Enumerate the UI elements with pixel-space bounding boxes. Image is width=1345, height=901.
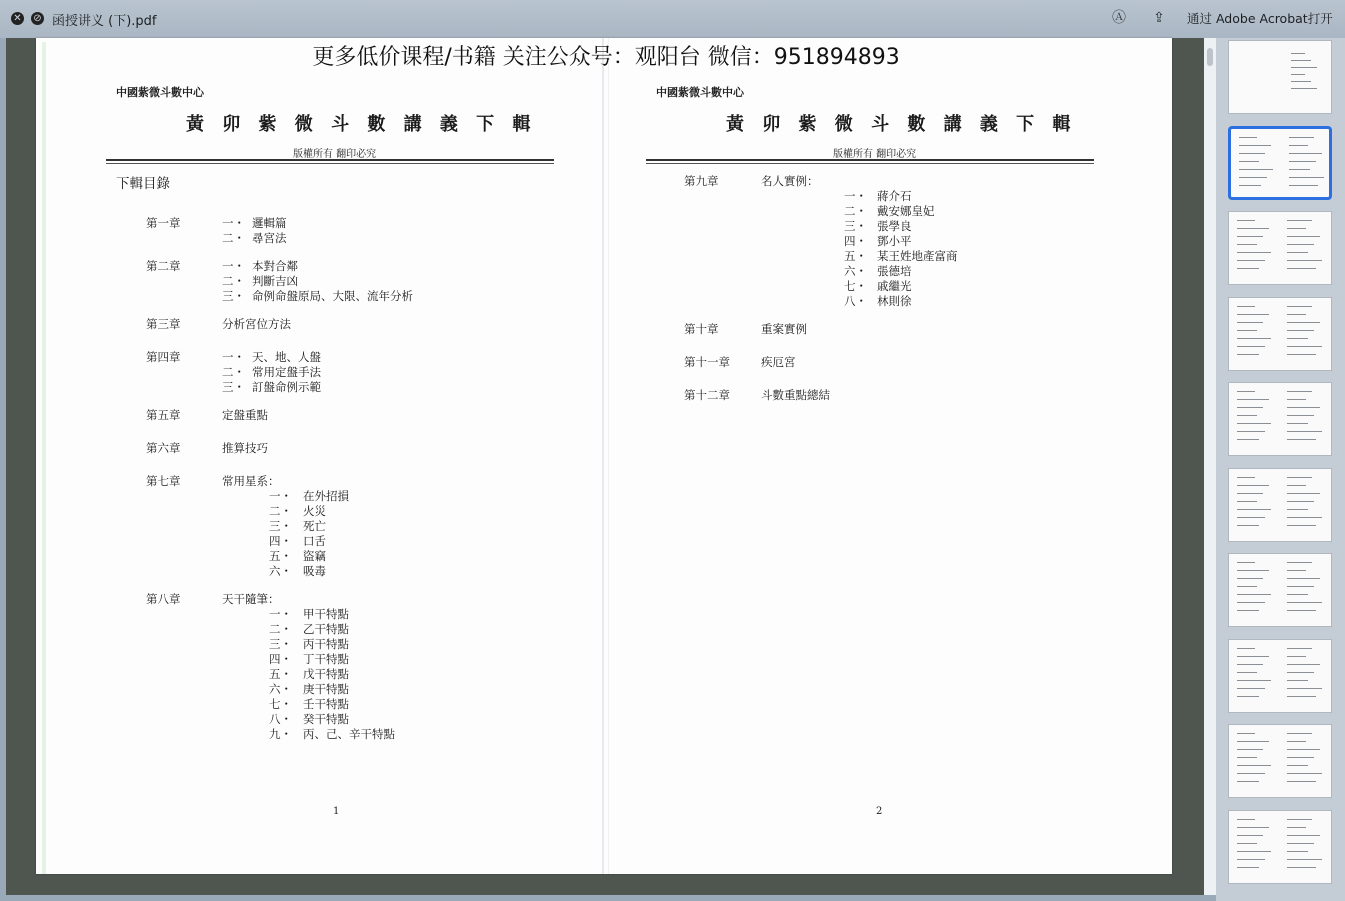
thumbnail-text-line bbox=[1287, 236, 1320, 237]
thumbnail-text-line bbox=[1287, 268, 1316, 269]
thumbnail-text-line bbox=[1289, 169, 1310, 170]
thumbnail-text-line bbox=[1287, 314, 1306, 315]
thumbnail-text-line bbox=[1237, 493, 1263, 494]
thumbnail-text-line bbox=[1287, 354, 1316, 355]
toc-item: 張學良 bbox=[877, 219, 912, 233]
header-rule-thin bbox=[106, 163, 554, 164]
org-name: 中國紫微斗數中心 bbox=[116, 86, 204, 99]
toc-heading: 下輯目錄 bbox=[116, 176, 170, 192]
thumbnail-text-line bbox=[1287, 696, 1316, 697]
thumbnail-text-line bbox=[1237, 602, 1265, 603]
toc-item: 戚繼光 bbox=[877, 279, 912, 293]
thumbnail-text-line bbox=[1237, 819, 1255, 820]
thumbnail-text-line bbox=[1237, 781, 1259, 782]
toc-chapter: 第四章 bbox=[146, 350, 181, 364]
thumbnail-text-line bbox=[1287, 477, 1312, 478]
toc-item-number: 二・ bbox=[222, 274, 245, 288]
thumbnail-text-line bbox=[1289, 185, 1318, 186]
thumbnail-text-line bbox=[1239, 177, 1267, 178]
thumbnail-text-line bbox=[1287, 306, 1312, 307]
toc-section-title: 常用星系： bbox=[222, 474, 280, 488]
rights-notice: 版權所有 翻印必究 bbox=[833, 149, 917, 160]
thumbnail-text-line bbox=[1237, 407, 1263, 408]
toc-item: 盜竊 bbox=[303, 549, 326, 563]
thumbnail-text-line bbox=[1237, 562, 1255, 563]
thumbnail-text-line bbox=[1237, 733, 1255, 734]
thumbnail-text-line bbox=[1287, 843, 1314, 844]
thumbnail-text-line bbox=[1287, 757, 1314, 758]
thumbnail-text-line bbox=[1237, 696, 1259, 697]
thumbnail-text-line bbox=[1287, 680, 1308, 681]
thumbnail-text-line bbox=[1287, 773, 1322, 774]
thumbnail-text-line bbox=[1287, 688, 1322, 689]
toc-item: 戊干特點 bbox=[303, 667, 349, 681]
toc-item-number: 一・ bbox=[222, 216, 245, 230]
thumbnail-text-line bbox=[1287, 749, 1320, 750]
page-number: 1 bbox=[333, 806, 340, 817]
toc-item-number: 一・ bbox=[222, 350, 245, 364]
toc-item-number: 六・ bbox=[269, 682, 292, 696]
page-thumbnail[interactable] bbox=[1228, 297, 1332, 371]
toc-chapter: 第十一章 bbox=[684, 355, 730, 369]
thumbnail-text-line bbox=[1237, 517, 1265, 518]
thumbnail-text-line bbox=[1287, 501, 1314, 502]
thumbnail-text-line bbox=[1287, 517, 1322, 518]
thumbnail-text-line bbox=[1237, 835, 1263, 836]
toc-item: 壬干特點 bbox=[303, 697, 349, 711]
toc-section-title: 天干隨筆： bbox=[222, 592, 280, 606]
promo-banner: 更多低价课程/书籍 关注公众号：观阳台 微信：951894893 bbox=[312, 45, 900, 70]
thumbnail-text-line bbox=[1237, 338, 1271, 339]
thumbnail-text-line bbox=[1291, 74, 1305, 75]
thumbnail-text-line bbox=[1237, 268, 1259, 269]
toc-item: 丙、己、辛干特點 bbox=[303, 727, 395, 741]
thumbnail-text-line bbox=[1287, 415, 1314, 416]
thumbnail-text-line bbox=[1287, 439, 1316, 440]
toc-item-number: 八・ bbox=[844, 294, 867, 308]
document-viewer[interactable] bbox=[6, 38, 1204, 895]
org-name: 中國紫微斗數中心 bbox=[656, 86, 744, 99]
left-page bbox=[36, 38, 596, 874]
toc-item: 訂盤命例示範 bbox=[252, 380, 321, 394]
toc-chapter: 第二章 bbox=[146, 259, 181, 273]
thumbnail-text-line bbox=[1237, 330, 1257, 331]
thumbnail-text-line bbox=[1237, 867, 1259, 868]
thumbnail-text-line bbox=[1287, 594, 1308, 595]
toc-item: 火災 bbox=[303, 504, 326, 518]
thumbnail-text-line bbox=[1289, 137, 1314, 138]
thumbnail-text-line bbox=[1289, 145, 1308, 146]
pdf-page bbox=[36, 38, 1172, 874]
thumbnail-text-line bbox=[1237, 656, 1269, 657]
toc-item-number: 六・ bbox=[269, 564, 292, 578]
thumbnail-text-line bbox=[1287, 859, 1322, 860]
toc-item-number: 四・ bbox=[844, 234, 867, 248]
page-thumbnail[interactable] bbox=[1228, 810, 1332, 884]
toc-item: 尋宮法 bbox=[252, 231, 287, 245]
toc-item: 常用定盤手法 bbox=[252, 365, 321, 379]
thumbnail-text-line bbox=[1287, 220, 1312, 221]
toc-item-number: 一・ bbox=[269, 489, 292, 503]
thumbnail-text-line bbox=[1287, 656, 1306, 657]
thumbnail-text-line bbox=[1287, 399, 1306, 400]
toc-item-number: 五・ bbox=[269, 667, 292, 681]
thumbnail-text-line bbox=[1237, 586, 1257, 587]
toc-item-number: 四・ bbox=[269, 652, 292, 666]
thumbnail-text-line bbox=[1237, 439, 1259, 440]
thumbnail-text-line bbox=[1287, 610, 1316, 611]
toc-item: 邏輯篇 bbox=[252, 216, 287, 230]
toc-item-number: 三・ bbox=[222, 380, 245, 394]
thumbnail-text-line bbox=[1237, 485, 1269, 486]
header-rule bbox=[106, 159, 554, 161]
toc-item: 丙干特點 bbox=[303, 637, 349, 651]
thumbnail-text-line bbox=[1237, 431, 1265, 432]
thumbnail-text-line bbox=[1287, 835, 1320, 836]
thumbnail-text-line bbox=[1291, 60, 1311, 61]
toc-item: 戴安娜皇妃 bbox=[877, 204, 935, 218]
toc-item-number: 一・ bbox=[844, 189, 867, 203]
thumbnail-text-line bbox=[1237, 322, 1263, 323]
toc-item: 林則徐 bbox=[877, 294, 912, 308]
thumbnail-text-line bbox=[1287, 586, 1314, 587]
toc-chapter: 第七章 bbox=[146, 474, 181, 488]
thumbnail-text-line bbox=[1237, 252, 1271, 253]
toc-chapter: 第九章 bbox=[684, 174, 719, 188]
toc-item: 鄧小平 bbox=[877, 234, 912, 248]
thumbnail-text-line bbox=[1287, 827, 1306, 828]
thumbnail-text-line bbox=[1237, 220, 1255, 221]
thumbnail-text-line bbox=[1237, 672, 1257, 673]
window-title: 函授讲义 (下).pdf bbox=[52, 14, 157, 29]
thumbnail-text-line bbox=[1237, 509, 1271, 510]
toc-chapter: 第一章 bbox=[146, 216, 181, 230]
toc-item-number: 五・ bbox=[844, 249, 867, 263]
close-icon[interactable]: ✕ bbox=[11, 12, 24, 25]
thumbnail-text-line bbox=[1287, 741, 1306, 742]
open-in-acrobat-button[interactable]: 通过 Adobe Acrobat打开 bbox=[1187, 11, 1333, 26]
toc-item-number: 三・ bbox=[222, 289, 245, 303]
markup-icon[interactable]: Ⓐ bbox=[1112, 10, 1126, 26]
thumbnail-text-line bbox=[1287, 407, 1320, 408]
thumbnail-text-line bbox=[1237, 757, 1257, 758]
thumbnail-text-line bbox=[1287, 570, 1306, 571]
thumbnail-text-line bbox=[1287, 781, 1316, 782]
thumbnail-text-line bbox=[1239, 161, 1259, 162]
thumbnail-text-line bbox=[1237, 594, 1271, 595]
thumbnail-text-line bbox=[1287, 733, 1312, 734]
thumbnail-text-line bbox=[1291, 81, 1311, 82]
book-title: 黃 卯 紫 微 斗 數 講 義 下 輯 bbox=[726, 114, 1077, 135]
minimize-icon[interactable]: ⊘ bbox=[31, 12, 44, 25]
toc-item-number: 五・ bbox=[269, 549, 292, 563]
thumbnail-text-line bbox=[1237, 741, 1269, 742]
thumbnail-text-line bbox=[1289, 153, 1322, 154]
thumbnail-text-line bbox=[1287, 648, 1312, 649]
share-icon[interactable]: ⇪ bbox=[1153, 10, 1165, 26]
toc-item-number: 三・ bbox=[269, 637, 292, 651]
toc-item-number: 七・ bbox=[269, 697, 292, 711]
toc-item-number: 一・ bbox=[222, 259, 245, 273]
toc-item: 定盤重點 bbox=[222, 408, 268, 422]
thumbnail-text-line bbox=[1287, 509, 1308, 510]
thumbnail-text-line bbox=[1287, 493, 1320, 494]
toc-item-number: 二・ bbox=[269, 622, 292, 636]
thumbnail-text-line bbox=[1287, 672, 1314, 673]
toc-item: 分析宮位方法 bbox=[222, 317, 291, 331]
toc-item-number: 三・ bbox=[269, 519, 292, 533]
thumbnail-text-line bbox=[1237, 228, 1269, 229]
thumbnail-text-line bbox=[1289, 177, 1324, 178]
toc-chapter: 第三章 bbox=[146, 317, 181, 331]
thumbnail-text-line bbox=[1287, 252, 1308, 253]
toc-item: 判斷吉凶 bbox=[252, 274, 298, 288]
thumbnail-text-line bbox=[1237, 415, 1257, 416]
thumbnail-text-line bbox=[1287, 819, 1312, 820]
thumbnail-text-line bbox=[1237, 664, 1263, 665]
toc-item-number: 一・ bbox=[269, 607, 292, 621]
toc-item: 疾厄宮 bbox=[761, 355, 796, 369]
toc-item: 口舌 bbox=[303, 534, 326, 548]
book-title: 黃 卯 紫 微 斗 數 講 義 下 輯 bbox=[186, 114, 537, 135]
toc-item-number: 七・ bbox=[844, 279, 867, 293]
toc-item: 本對合鄰 bbox=[252, 259, 298, 273]
thumbnail-text-line bbox=[1287, 851, 1308, 852]
thumbnail-text-line bbox=[1287, 391, 1312, 392]
toc-item-number: 二・ bbox=[844, 204, 867, 218]
toc-item: 蔣介石 bbox=[877, 189, 912, 203]
thumbnail-text-line bbox=[1237, 859, 1265, 860]
toc-item: 重案實例 bbox=[761, 322, 807, 336]
page-thumbnail[interactable] bbox=[1228, 639, 1332, 713]
thumbnail-text-line bbox=[1237, 354, 1259, 355]
thumbnail-text-line bbox=[1237, 260, 1265, 261]
toc-item: 乙干特點 bbox=[303, 622, 349, 636]
thumbnail-text-line bbox=[1239, 137, 1257, 138]
thumbnail-text-line bbox=[1287, 664, 1320, 665]
toc-item-number: 四・ bbox=[269, 534, 292, 548]
page-number: 2 bbox=[876, 806, 883, 817]
thumbnail-text-line bbox=[1237, 236, 1263, 237]
toc-chapter: 第五章 bbox=[146, 408, 181, 422]
thumbnail-text-line bbox=[1237, 423, 1271, 424]
thumbnail-text-line bbox=[1237, 688, 1265, 689]
toc-item: 命例命盤原局、大限、流年分析 bbox=[252, 289, 413, 303]
thumbnail-text-line bbox=[1237, 570, 1269, 571]
toc-item: 天、地、人盤 bbox=[252, 350, 321, 364]
thumbnail-text-line bbox=[1291, 88, 1317, 89]
thumbnail-text-line bbox=[1237, 851, 1271, 852]
thumbnail-text-line bbox=[1287, 330, 1314, 331]
thumbnail-text-line bbox=[1287, 338, 1308, 339]
thumbnail-text-line bbox=[1287, 322, 1320, 323]
thumbnail-text-line bbox=[1237, 525, 1259, 526]
vertical-scrollbar[interactable] bbox=[1204, 38, 1216, 895]
thumbnail-text-line bbox=[1287, 765, 1308, 766]
thumbnail-text-line bbox=[1237, 578, 1263, 579]
thumbnail-text-line bbox=[1287, 525, 1316, 526]
toc-item: 張德培 bbox=[877, 264, 912, 278]
thumbnail-text-line bbox=[1237, 399, 1269, 400]
rights-notice: 版權所有 翻印必究 bbox=[293, 149, 377, 160]
thumbnail-text-line bbox=[1239, 153, 1265, 154]
thumbnail-text-line bbox=[1237, 827, 1269, 828]
page-thumbnail[interactable] bbox=[1228, 724, 1332, 798]
thumbnail-text-line bbox=[1237, 306, 1255, 307]
toc-item: 甲干特點 bbox=[303, 607, 349, 621]
toc-item-number: 二・ bbox=[269, 504, 292, 518]
toc-item: 癸干特點 bbox=[303, 712, 349, 726]
thumbnail-text-line bbox=[1237, 843, 1257, 844]
thumbnail-text-line bbox=[1291, 67, 1317, 68]
thumbnail-sidebar bbox=[1216, 38, 1345, 901]
thumbnail-text-line bbox=[1287, 244, 1314, 245]
toc-item: 斗數重點總結 bbox=[761, 388, 830, 402]
thumbnail-text-line bbox=[1237, 391, 1255, 392]
thumbnail-text-line bbox=[1287, 485, 1306, 486]
header-rule bbox=[646, 159, 1094, 161]
toc-chapter: 第六章 bbox=[146, 441, 181, 455]
title-bar bbox=[0, 0, 1345, 38]
toc-chapter: 第八章 bbox=[146, 592, 181, 606]
toc-item: 吸毒 bbox=[303, 564, 326, 578]
thumbnail-text-line bbox=[1287, 431, 1322, 432]
toc-item-number: 二・ bbox=[222, 365, 245, 379]
toc-item-number: 九・ bbox=[269, 727, 292, 741]
toc-item-number: 三・ bbox=[844, 219, 867, 233]
toc-section-title: 名人實例： bbox=[761, 174, 819, 188]
page-thumbnail[interactable] bbox=[1228, 468, 1332, 542]
toc-item: 推算技巧 bbox=[222, 441, 268, 455]
thumbnail-text-line bbox=[1287, 346, 1322, 347]
thumbnail-text-line bbox=[1237, 244, 1257, 245]
toc-chapter: 第十章 bbox=[684, 322, 719, 336]
page-thumbnail[interactable] bbox=[1228, 382, 1332, 456]
toc-item: 死亡 bbox=[303, 519, 326, 533]
thumbnail-text-line bbox=[1237, 765, 1271, 766]
thumbnail-text-line bbox=[1291, 53, 1305, 54]
toc-chapter: 第十二章 bbox=[684, 388, 730, 402]
thumbnail-text-line bbox=[1237, 648, 1255, 649]
thumbnail-text-line bbox=[1287, 228, 1306, 229]
toc-item: 庚干特點 bbox=[303, 682, 349, 696]
toc-item: 在外招損 bbox=[303, 489, 349, 503]
thumbnail-text-line bbox=[1287, 260, 1322, 261]
toc-item-number: 八・ bbox=[269, 712, 292, 726]
thumbnail-text-line bbox=[1287, 602, 1322, 603]
toc-item-number: 二・ bbox=[222, 231, 245, 245]
page-thumbnail[interactable] bbox=[1228, 40, 1332, 114]
right-page bbox=[604, 38, 1164, 874]
page-thumbnail[interactable] bbox=[1228, 553, 1332, 627]
thumbnail-text-line bbox=[1237, 773, 1265, 774]
thumbnail-text-line bbox=[1287, 867, 1316, 868]
thumbnail-text-line bbox=[1237, 501, 1257, 502]
thumbnail-text-line bbox=[1239, 185, 1261, 186]
thumbnail-text-line bbox=[1287, 423, 1308, 424]
page-thumbnail[interactable] bbox=[1228, 211, 1332, 285]
thumbnail-text-line bbox=[1287, 578, 1320, 579]
thumbnail-text-line bbox=[1239, 145, 1271, 146]
thumbnail-text-line bbox=[1237, 680, 1271, 681]
scrollbar-thumb[interactable] bbox=[1207, 48, 1213, 66]
thumbnail-text-line bbox=[1237, 610, 1259, 611]
thumbnail-text-line bbox=[1237, 749, 1263, 750]
thumbnail-text-line bbox=[1287, 562, 1312, 563]
toc-item: 丁干特點 bbox=[303, 652, 349, 666]
toc-item-number: 六・ bbox=[844, 264, 867, 278]
header-rule-thin bbox=[646, 163, 1094, 164]
page-thumbnail[interactable] bbox=[1228, 126, 1332, 200]
thumbnail-text-line bbox=[1239, 169, 1273, 170]
thumbnail-text-line bbox=[1289, 161, 1316, 162]
thumbnail-text-line bbox=[1237, 477, 1255, 478]
toc-item: 某王姓地產富商 bbox=[877, 249, 958, 263]
thumbnail-text-line bbox=[1237, 314, 1269, 315]
thumbnail-text-line bbox=[1237, 346, 1265, 347]
